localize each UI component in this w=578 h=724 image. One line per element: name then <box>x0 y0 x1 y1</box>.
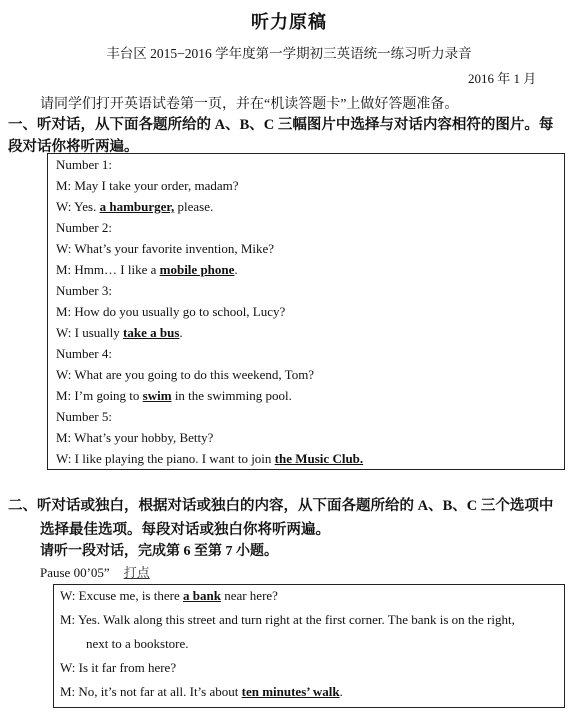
transcript-line: M: May I take your order, madam? <box>56 178 239 193</box>
section2-heading-line2: 选择最佳选项。每段对话或独白你将听两遍。 <box>40 522 330 538</box>
transcript-line: Number 3: <box>56 283 112 298</box>
section1-heading-line2: 段对话你将听两遍。 <box>8 139 139 155</box>
transcript-line: M: How do you usually go to school, Lucy? <box>56 304 286 319</box>
answer-key: take a bus <box>123 325 180 340</box>
section2-heading-line1: 二、听对话或独白，根据对话或独白的内容，从下面各题所给的 A、B、C 三个选项中 <box>8 498 554 514</box>
document-title: 听力原稿 <box>251 12 327 32</box>
section2-heading <box>8 494 573 542</box>
transcript-line: M: I’m going to swim in the swimming pool. <box>56 388 292 403</box>
transcript-line: M: Hmm… I like a mobile phone. <box>56 262 238 277</box>
pause-label: Pause 00’05” <box>40 565 110 580</box>
transcript-line: W: Yes. a hamburger, please. <box>56 199 214 214</box>
transcript-line: W: I like playing the piano. I want to join the Music Club. <box>56 451 364 466</box>
hit-marker-link[interactable]: 打点 <box>123 565 150 580</box>
transcript-line: Number 4: <box>56 346 112 361</box>
section1-heading <box>8 114 553 158</box>
section2-subheading: 请听一段对话，完成第 6 至第 7 小题。 <box>40 544 278 559</box>
transcript-line: W: Is it far from here? <box>60 660 177 675</box>
transcript-line: Number 2: <box>56 220 112 235</box>
document-subtitle: 丰台区 2015−2016 学年度第一学期初三英语统一练习听力录音 <box>106 46 472 61</box>
transcript-line: M: Yes. Walk along this street and turn right at the first corner. The bank is on the right, <box>60 612 515 627</box>
instruction-text: 请同学们打开英语试卷第一页，并在“机读答题卡”上做好答题准备。 <box>40 97 459 112</box>
answer-key: mobile phone <box>159 262 235 277</box>
transcript-line: W: What’s your favorite invention, Mike? <box>56 241 275 256</box>
transcript-line: W: What are you going to do this weekend, Tom? <box>56 367 315 382</box>
answer-key: ten minutes’ walk <box>241 684 340 699</box>
transcript-line: next to a bookstore. <box>60 636 189 651</box>
answer-key: a bank <box>182 588 221 603</box>
section1-heading-line1: 一、听对话，从下面各题所给的 A、B、C 三幅图片中选择与对话内容相符的图片。每 <box>8 117 554 133</box>
transcript-line: M: No, it’s not far at all. It’s about ten minutes’ walk. <box>60 684 343 699</box>
transcript-line: M: What’s your hobby, Betty? <box>56 430 214 445</box>
document-date: 2016 年 1 月 <box>468 71 537 86</box>
transcript-line: W: Excuse me, is there a bank near here? <box>60 588 278 603</box>
transcript-line: Number 1: <box>56 157 112 172</box>
section1-transcript-box <box>47 153 565 470</box>
pause-line <box>40 562 150 581</box>
answer-key: a hamburger, <box>99 199 175 214</box>
transcript-line: W: I usually take a bus. <box>56 325 183 340</box>
answer-key: swim <box>142 388 172 403</box>
answer-key: the Music Club. <box>274 451 364 466</box>
transcript-line: Number 5: <box>56 409 112 424</box>
section2-transcript-box <box>53 584 565 708</box>
